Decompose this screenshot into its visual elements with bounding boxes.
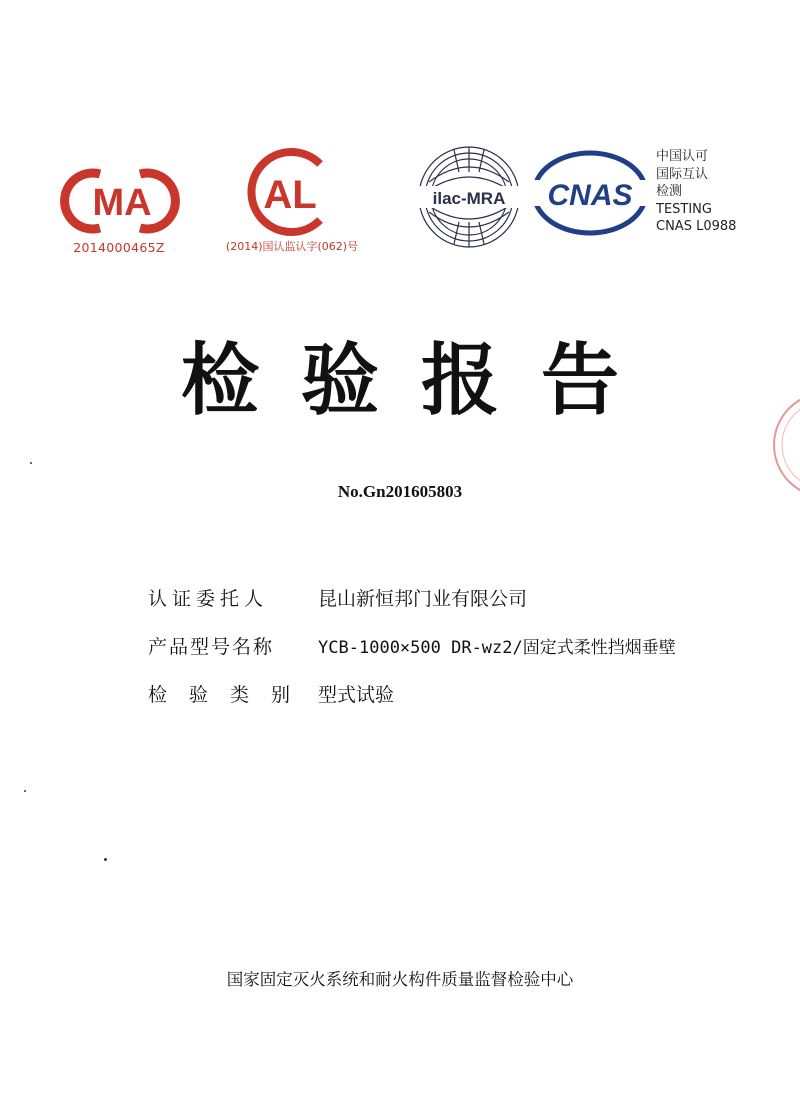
field-value: YCB-1000×500 DR-wz2/固定式柔性挡烟垂壁 <box>318 638 676 658</box>
field-value: 昆山新恒邦门业有限公司 <box>318 588 528 610</box>
field-value: 型式试验 <box>318 684 395 706</box>
field-label: 认证委托人 <box>148 588 269 610</box>
cnas-line: 检测 <box>656 184 683 199</box>
cma-code: 2014000465Z <box>73 240 165 255</box>
ilac-logo-text: ilac-MRA <box>432 189 506 208</box>
field-row-test-type <box>148 680 394 710</box>
cnas-logo-text: CNAS <box>547 179 633 212</box>
scan-speck <box>104 858 107 861</box>
scan-speck <box>24 790 26 792</box>
cma-logo <box>60 168 180 234</box>
ilac-mra-logo <box>414 142 524 252</box>
field-row-product <box>148 632 676 662</box>
cal-logo-text: AL <box>263 173 317 217</box>
cnas-line: 中国认可 <box>656 149 709 164</box>
cnas-line: 国际互认 <box>656 166 709 182</box>
field-row-client <box>148 584 527 614</box>
scan-speck <box>30 462 32 464</box>
cal-logo <box>238 146 342 238</box>
cnas-line: TESTING <box>656 201 712 217</box>
issuing-organization: 国家固定灭火系统和耐火构件质量监督检验中心 <box>226 970 574 989</box>
report-title: 检验报告 <box>180 335 661 426</box>
cal-code: (2014)国认监认字(062)号 <box>225 240 359 253</box>
report-number: No.Gn201605803 <box>337 482 463 501</box>
field-label: 产品型号名称 <box>148 636 275 658</box>
cnas-line: CNAS L0988 <box>656 219 737 234</box>
field-label: 检验类别 <box>148 684 313 706</box>
cma-logo-text: MA <box>92 182 152 224</box>
cnas-logo <box>530 148 650 238</box>
seal-stamp-partial <box>756 390 800 500</box>
cnas-accreditation-text <box>656 148 736 236</box>
